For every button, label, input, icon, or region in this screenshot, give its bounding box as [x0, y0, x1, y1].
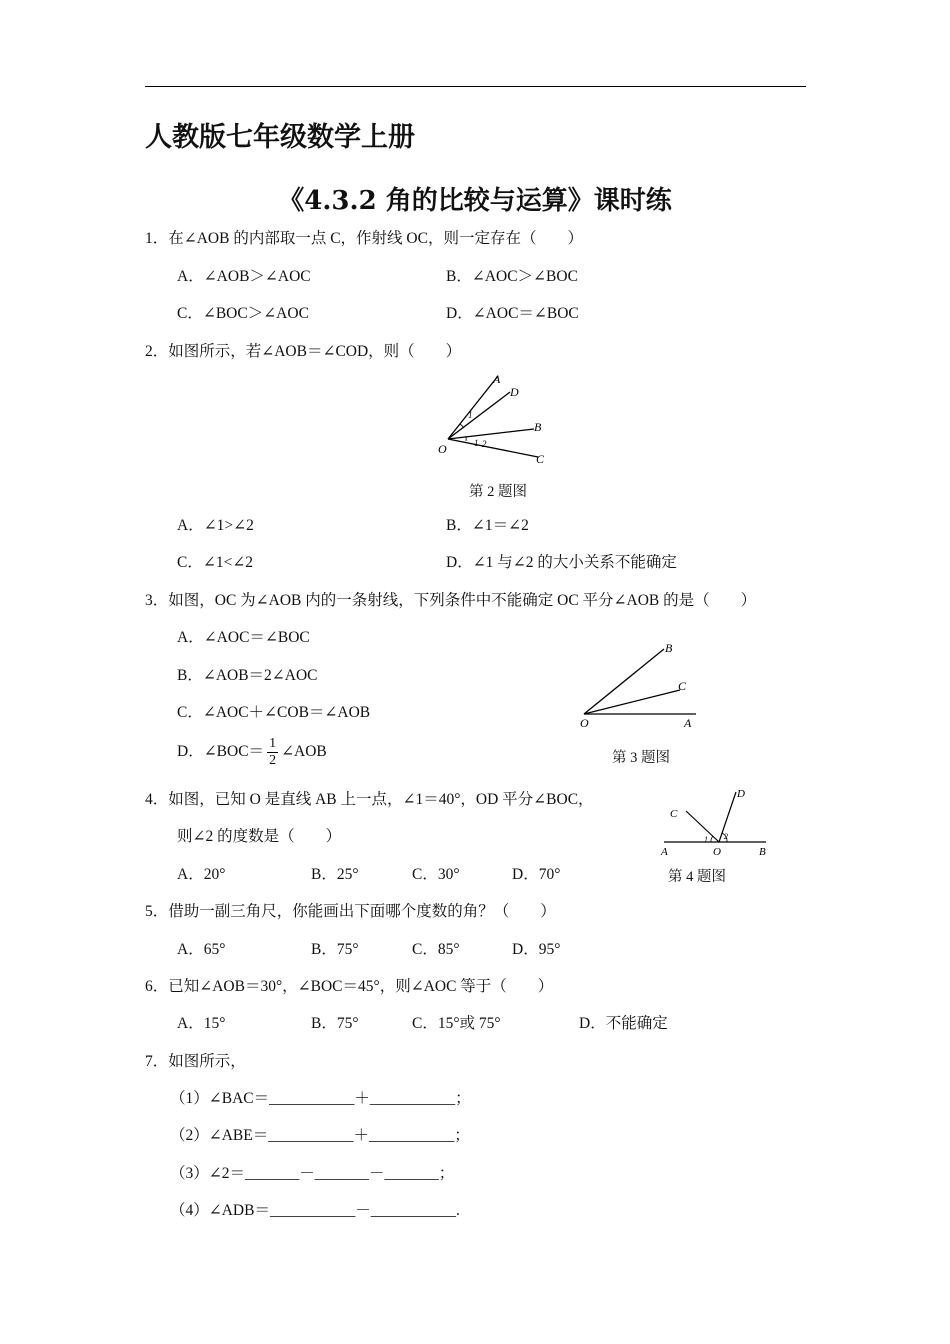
q3-option-d-suffix: ∠AOB	[281, 743, 327, 761]
q4-option-d: D．70°	[512, 866, 561, 883]
q1-option-d: D．∠AOC＝∠BOC	[446, 305, 579, 322]
q3-stem: 3．如图，OC 为∠AOB 内的一条射线，下列条件中不能确定 OC 平分∠AOB 的是（ ）	[145, 592, 757, 609]
q6-option-b: B．75°	[311, 1015, 359, 1032]
q7-part-1: （1）∠BAC＝___________＋___________；	[170, 1090, 471, 1107]
q2-label-a: A	[493, 372, 501, 386]
q2-option-a: A．∠1>∠2	[177, 517, 254, 534]
q2-figure	[430, 368, 560, 470]
q4-label-a: A	[661, 846, 668, 858]
q3-option-b: B．∠AOB＝2∠AOC	[177, 667, 318, 684]
q3-label-a: A	[684, 716, 692, 730]
q4-label-2: 2	[724, 832, 728, 841]
q3-figure	[572, 638, 702, 733]
q3-option-d	[177, 736, 327, 769]
q4-stem: 4．如图，已知 O 是直线 AB 上一点，∠1＝40°，OD 平分∠BOC，	[145, 791, 594, 808]
q3-fraction-den: 2	[269, 753, 277, 768]
q7-part-2: （2）∠ABE＝___________＋___________；	[170, 1127, 470, 1144]
q6-option-d: D．不能确定	[579, 1015, 668, 1032]
q3-fraction-num: 1	[269, 736, 277, 751]
q6-option-c: C．15°或 75°	[412, 1015, 501, 1032]
q2-label-1: 1	[468, 410, 473, 420]
q7-stem: 7．如图所示，	[145, 1053, 246, 1070]
page-title: 人教版七年级数学上册	[145, 122, 415, 153]
q1-option-b: B．∠AOC＞∠BOC	[446, 268, 578, 285]
q4-option-a: A．20°	[177, 866, 226, 883]
q3-fraction	[267, 736, 278, 769]
q3-caption: 第 3 题图	[612, 750, 670, 766]
q1-option-c: C．∠BOC＞∠AOC	[177, 305, 309, 322]
q5-stem: 5．借助一副三角尺，你能画出下面哪个度数的角？（ ）	[145, 903, 556, 920]
q2-label-b: B	[534, 420, 542, 434]
q4-option-b: B．25°	[311, 866, 359, 883]
q4-caption: 第 4 题图	[668, 869, 726, 885]
q4-label-b: B	[759, 846, 766, 858]
q2-label-2: 2	[482, 439, 487, 449]
q7-part-4: （4）∠ADB＝___________－___________.	[170, 1202, 460, 1219]
q3-label-b: B	[665, 641, 673, 655]
page-subtitle: 《4.3.2 角的比较与运算》课时练	[278, 186, 672, 216]
q1-stem: 1．在∠AOB 的内部取一点 C，作射线 OC，则一定存在（ ）	[145, 230, 583, 247]
q7-part-3: （3）∠2＝_______－_______－_______；	[170, 1165, 455, 1182]
q2-label-1b: 1	[474, 438, 479, 448]
q3-label-o: O	[580, 716, 589, 730]
q4-label-c: C	[670, 808, 678, 820]
q2-option-c: C．∠1<∠2	[177, 554, 254, 571]
q4-figure	[656, 784, 776, 860]
q1-option-a: A．∠AOB＞∠AOC	[177, 268, 311, 285]
q4-label-o: O	[713, 846, 721, 858]
q3-option-c: C．∠AOC＋∠COB＝∠AOB	[177, 704, 371, 721]
q2-option-d: D．∠1 与∠2 的大小关系不能确定	[446, 554, 677, 571]
q4-option-c: C．30°	[412, 866, 460, 883]
q2-label-c: C	[536, 452, 545, 466]
q2-stem: 2．如图所示，若∠AOB＝∠COD，则（ ）	[145, 343, 462, 360]
q4-stem-2: 则∠2 的度数是（ ）	[177, 828, 342, 845]
q2-option-b: B．∠1＝∠2	[446, 517, 529, 534]
q3-option-a: A．∠AOC＝∠BOC	[177, 629, 310, 646]
q5-option-a: A．65°	[177, 941, 226, 958]
q3-label-c: C	[678, 679, 687, 693]
q6-option-a: A．15°	[177, 1015, 226, 1032]
q6-stem: 6．已知∠AOB＝30°，∠BOC＝45°，则∠AOC 等于（ ）	[145, 978, 554, 995]
q4-label-1: 1	[704, 835, 708, 844]
q5-option-d: D．95°	[512, 941, 561, 958]
q2-caption: 第 2 题图	[469, 484, 527, 500]
q3-option-d-prefix: D．∠BOC＝	[177, 743, 265, 761]
q5-option-b: B．75°	[311, 941, 359, 958]
header-rule	[145, 86, 806, 87]
q2-label-d: D	[510, 385, 519, 399]
q2-label-o: O	[438, 442, 447, 456]
q5-option-c: C．85°	[412, 941, 460, 958]
q4-label-d: D	[737, 788, 745, 800]
